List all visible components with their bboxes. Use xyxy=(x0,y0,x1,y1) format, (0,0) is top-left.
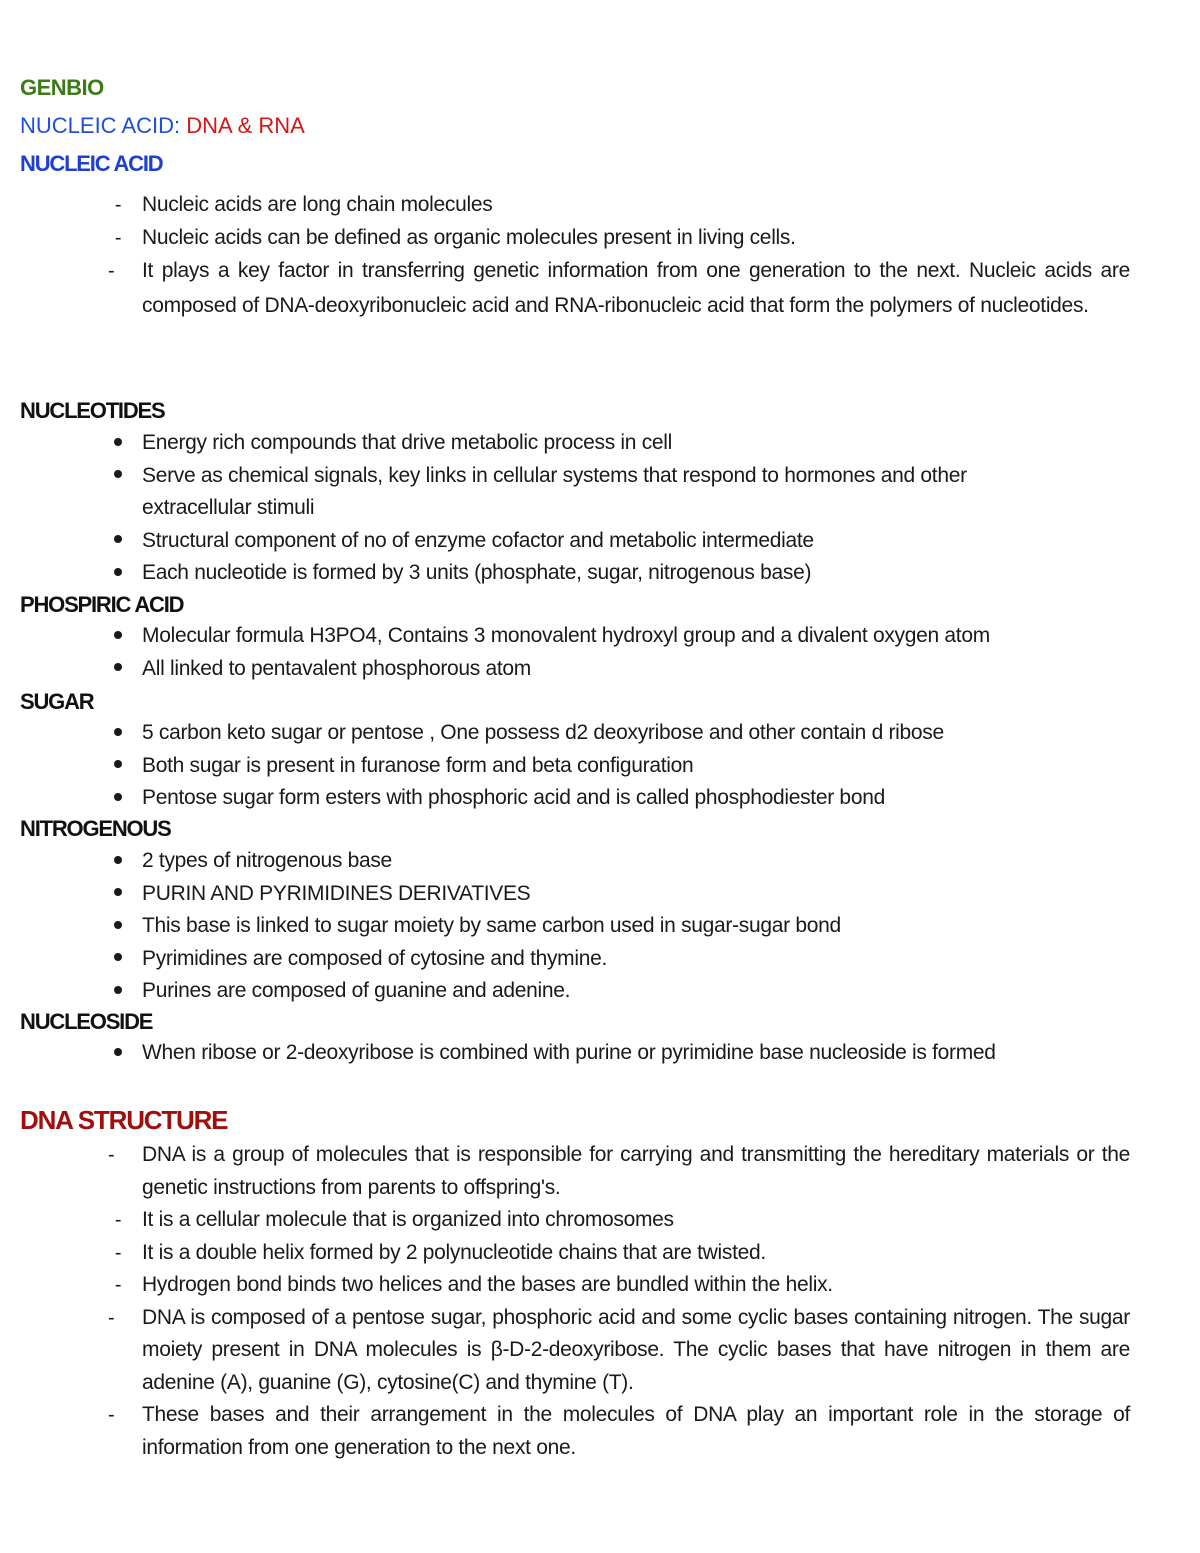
list-item-text: Purines are composed of guanine and adenine. xyxy=(142,979,571,1002)
bullet-icon xyxy=(108,653,128,686)
list-item-text: PURIN AND PYRIMIDINES DERIVATIVES xyxy=(142,881,531,905)
subtitle-subject: DNA & RNA xyxy=(186,113,305,138)
list-item xyxy=(0,1037,1130,1070)
list-item-text: These bases and their arrangement in the molecules of DNA play an important role in the storage of information from one generation to the next one. xyxy=(142,1403,1130,1459)
list-item xyxy=(0,557,1130,590)
list-item xyxy=(0,254,1130,323)
document-subtitle xyxy=(20,110,305,142)
list-item-text: Pentose sugar form esters with phosphoric acid and is called phosphodiester bond xyxy=(142,786,885,809)
list-nitrogenous xyxy=(0,845,1200,1008)
list-item xyxy=(0,878,1130,911)
list-item-text: 2 types of nitrogenous base xyxy=(142,849,392,872)
dash-bullet xyxy=(108,1139,128,1172)
list-item xyxy=(0,975,1130,1008)
list-item-text: Serve as chemical signals, key links in cellular systems that respond to hormones and other extracellular stimuli xyxy=(142,463,967,519)
heading-dna-structure: DNA STRUCTURE xyxy=(20,1105,228,1135)
list-item-text: Both sugar is present in furanose form and beta configuration xyxy=(142,753,694,777)
subtitle-topic: NUCLEIC ACID: xyxy=(20,113,187,138)
list-item-text: Each nucleotide is formed by 3 units (phosphate, sugar, nitrogenous base) xyxy=(142,561,812,584)
list-item-text: DNA is composed of a pentose sugar, phosphoric acid and some cyclic bases containing nitrogen. The sugar moiety present in DNA molecules is β-D-2-deoxyribose. The cyclic bases that have nitrogen in them are adenine (A), guanine (G), cytosine(C) and thymine (T). xyxy=(142,1305,1130,1394)
list-item xyxy=(0,653,1130,686)
bullet-icon xyxy=(108,910,128,943)
list-item xyxy=(0,782,1130,815)
list-item xyxy=(0,1139,1130,1204)
list-item xyxy=(0,1237,1130,1270)
list-item xyxy=(0,1269,1130,1302)
list-phospiric-acid xyxy=(0,620,1200,685)
list-item xyxy=(0,943,1130,976)
list-item-text: Molecular formula H3PO4, Contains 3 monovalent hydroxyl group and a divalent oxygen atom xyxy=(142,624,990,647)
list-item xyxy=(0,717,1130,750)
bullet-icon xyxy=(108,1037,128,1070)
heading-nucleoside: NUCLEOSIDE xyxy=(20,1009,153,1034)
list-item-text: It is a cellular molecule that is organized into chromosomes xyxy=(142,1208,674,1231)
list-item xyxy=(0,620,1130,653)
list-item xyxy=(0,845,1130,878)
dash-bullet xyxy=(108,222,128,255)
bullet-icon xyxy=(108,525,128,558)
list-item-text: Pyrimidines are composed of cytosine and thymine. xyxy=(142,946,608,970)
dash-bullet xyxy=(108,1237,128,1270)
list-item xyxy=(0,1399,1130,1464)
list-item xyxy=(0,1204,1130,1237)
dash-bullet xyxy=(108,1204,128,1237)
list-item-text: When ribose or 2-deoxyribose is combined with purine or pyrimidine base nucleoside is formed xyxy=(142,1041,996,1064)
bullet-icon xyxy=(108,975,128,1008)
list-item xyxy=(0,910,1130,943)
list-item-text: Nucleic acids can be defined as organic molecules present in living cells. xyxy=(142,225,796,249)
list-item xyxy=(0,750,1130,783)
list-nucleoside xyxy=(0,1037,1200,1070)
list-item-text: Nucleic acids are long chain molecules xyxy=(142,193,493,216)
list-nucleic-acid xyxy=(0,189,1200,323)
dash-bullet xyxy=(108,1302,128,1335)
list-dna-structure xyxy=(0,1139,1200,1464)
dash-bullet xyxy=(108,1399,128,1432)
heading-sugar: SUGAR xyxy=(20,689,94,714)
list-item xyxy=(0,525,1130,558)
bullet-icon xyxy=(108,620,128,653)
bullet-icon xyxy=(108,717,128,750)
heading-phospiric-acid: PHOSPIRIC ACID xyxy=(20,592,184,617)
bullet-icon xyxy=(108,943,128,976)
bullet-icon xyxy=(108,557,128,590)
list-sugar xyxy=(0,717,1200,815)
list-item-text: Hydrogen bond binds two helices and the bases are bundled within the helix. xyxy=(142,1273,833,1296)
dash-bullet xyxy=(108,254,128,289)
bullet-icon xyxy=(108,750,128,783)
list-nucleotides xyxy=(0,427,1200,590)
bullet-icon xyxy=(108,782,128,815)
bullet-icon xyxy=(108,427,128,460)
list-item xyxy=(0,189,1130,222)
list-item-text: Energy rich compounds that drive metabolic process in cell xyxy=(142,431,673,454)
document-title: GENBIO xyxy=(20,75,104,100)
list-item-text: This base is linked to sugar moiety by same carbon used in sugar-sugar bond xyxy=(142,914,841,937)
list-item xyxy=(0,1302,1130,1400)
heading-nitrogenous: NITROGENOUS xyxy=(20,816,171,841)
heading-nucleotides: NUCLEOTIDES xyxy=(20,398,165,423)
list-item-text: 5 carbon keto sugar or pentose , One possess d2 deoxyribose and other contain d ribose xyxy=(142,721,944,744)
list-item-text: It is a double helix formed by 2 polynucleotide chains that are twisted. xyxy=(142,1240,766,1264)
bullet-icon xyxy=(108,845,128,878)
bullet-icon xyxy=(108,460,128,493)
heading-nucleic-acid: NUCLEIC ACID xyxy=(20,151,163,176)
list-item-text: Structural component of no of enzyme cofactor and metabolic intermediate xyxy=(142,528,814,552)
bullet-icon xyxy=(108,878,128,911)
list-item-text: All linked to pentavalent phosphorous atom xyxy=(142,656,531,680)
dash-bullet xyxy=(108,1269,128,1302)
list-item xyxy=(0,427,1130,460)
list-item-text: It plays a key factor in transferring genetic information from one generation to the next. Nucleic acids are composed of DNA-deoxyribonucleic acid and RNA-ribonucleic acid that form the polymers of nucleotides. xyxy=(142,259,1130,317)
list-item xyxy=(0,460,1072,525)
list-item-text: DNA is a group of molecules that is responsible for carrying and transmitting the hereditary materials or the genetic instructions from parents to offspring's. xyxy=(142,1143,1130,1199)
dash-bullet xyxy=(108,189,128,222)
list-item xyxy=(0,222,1130,255)
